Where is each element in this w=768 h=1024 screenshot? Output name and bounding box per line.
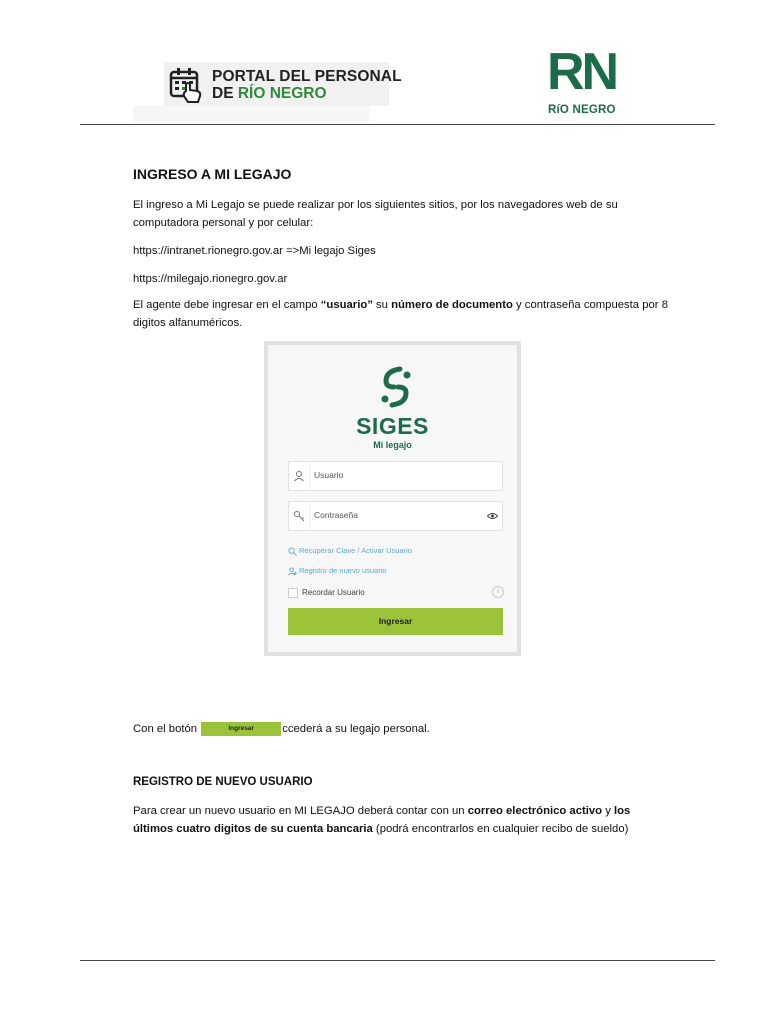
inline-ingresar-button: Ingresar [201, 722, 281, 736]
user-plus-icon [288, 567, 297, 576]
registration-pre: Para crear un nuevo usuario en MI LEGAJO deberá contar con un [133, 805, 468, 817]
intranet-url[interactable]: https://intranet.rionegro.gov.ar =>Mi legajo Siges [133, 245, 376, 257]
registration-paragraph [133, 802, 673, 838]
key-icon [293, 510, 305, 522]
eye-icon[interactable] [487, 512, 498, 520]
recover-password-link[interactable] [288, 546, 412, 556]
registration-email: correo electrónico activo [467, 805, 603, 817]
button-note-pre: Con el botón [133, 723, 201, 735]
siges-subtitle: Mi legajo [373, 440, 412, 450]
siges-login-panel [264, 341, 521, 656]
ingresar-button[interactable]: Ingresar [288, 608, 503, 635]
agent-field-name: “usuario” [320, 299, 373, 311]
password-placeholder: Contraseña [314, 510, 358, 520]
recover-password-label: Recuperar Clave / Activar Usuario [299, 546, 412, 555]
registration-post: (podrá encontrarlos en cualquier recibo de sueldo) [372, 823, 629, 835]
info-icon[interactable]: i [492, 586, 504, 598]
button-note-post: ccederá a su legajo personal. [282, 723, 430, 735]
siges-logo-icon [374, 365, 418, 409]
portal-title-prefix: DE [212, 85, 238, 102]
agent-document-number: número de documento [391, 299, 513, 311]
header-divider [80, 124, 715, 125]
username-field[interactable] [288, 461, 503, 491]
agent-text-pre: El agente debe ingresar en el campo [133, 299, 321, 311]
section-title-ingreso: INGRESO A MI LEGAJO [133, 166, 292, 182]
intro-paragraph: El ingreso a Mi Legajo se puede realizar por los siguientes sitios, por los navegadores web de su computadora personal y por celular: [133, 199, 618, 229]
register-user-link[interactable] [288, 566, 387, 576]
registration-bank-digits: los últimos cuatro digitos de su cuenta bancaria [133, 805, 631, 835]
agent-text-post: y contraseña compuesta por 8 digitos alfanuméricos. [133, 299, 668, 329]
milegajo-url[interactable]: https://milegajo.rionegro.gov.ar [133, 273, 288, 285]
register-user-label: Registro de nuevo usuario [299, 566, 387, 575]
remember-user[interactable] [288, 588, 365, 598]
calendar-hand-icon [168, 66, 206, 104]
agent-text-mid: su [372, 299, 392, 311]
portal-title-line2 [212, 85, 327, 103]
rn-name: RíO NEGRO [548, 104, 616, 116]
rn-mark: RN [547, 43, 617, 101]
password-separator [309, 502, 310, 530]
siges-brand: SIGES [356, 413, 429, 439]
username-separator [309, 462, 310, 490]
search-icon [288, 547, 297, 556]
portal-title-accent: RÍO NEGRO [237, 85, 327, 102]
portal-logo-shadow [133, 106, 369, 122]
section-title-registro: REGISTRO DE NUEVO USUARIO [133, 776, 313, 788]
footer-divider [80, 960, 715, 961]
username-placeholder: Usuario [314, 470, 344, 480]
user-icon [293, 470, 305, 482]
password-field[interactable] [288, 501, 503, 531]
rio-negro-logo [544, 43, 628, 120]
agent-instructions [133, 296, 673, 332]
registration-mid: y [602, 805, 615, 817]
siges-login-card [268, 345, 517, 652]
portal-logo [164, 62, 402, 106]
portal-title-line1: PORTAL DEL PERSONAL [212, 68, 402, 85]
button-note [133, 720, 673, 738]
remember-checkbox[interactable] [288, 588, 298, 598]
remember-label: Recordar Usuario [302, 588, 365, 598]
